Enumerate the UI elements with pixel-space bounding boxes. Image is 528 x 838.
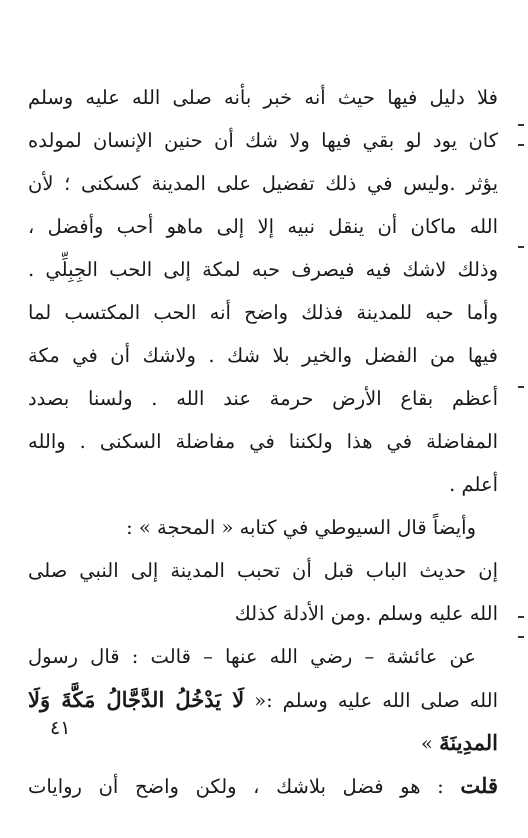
- text-line: فلا دليل فيها حيث أنه خبر بأنه صلى الله عليه وسلم: [28, 86, 498, 109]
- edge-mark: [518, 616, 524, 618]
- text-line: فيها من الفضل والخير بلا شك . ولاشك أن في مكة: [28, 344, 498, 367]
- text-line: يؤثر .وليس في ذلك تفضيل على المدينة كسكنى ؛ لأن: [28, 172, 498, 195]
- hadith-close: »: [421, 732, 433, 755]
- text-line: عن عائشة – رضي الله عنها – قالت : قال رسول: [28, 645, 476, 668]
- text-line: المفاضلة في هذا ولكننا في مفاضلة السكنى . والله: [28, 430, 498, 453]
- hadith-bold-end: المدِينَةَ: [439, 730, 498, 755]
- text-line: وذلك لاشك فيه فيصرف حبه لمكة إلى الحب الجِبِلِّي .: [28, 258, 498, 281]
- hadith-prefix: الله صلى الله عليه وسلم :«: [254, 689, 498, 712]
- text-line: أعلم .: [449, 473, 498, 496]
- text-line: وأيضاً قال السيوطي في كتابه « المحجة » :: [126, 516, 476, 539]
- qultu-rest: : هو فضل بلاشك ، ولكن واضح أن روايات: [28, 775, 444, 798]
- edge-mark: [518, 636, 524, 638]
- text-line: الله ماكان أن ينقل نبيه إلا إلى ماهو أحب وأفضل ،: [28, 215, 498, 238]
- edge-mark: [518, 144, 524, 146]
- page-number: ٤١: [50, 717, 71, 739]
- hadith-line: [28, 678, 498, 721]
- hadith-line-end: [28, 721, 498, 764]
- text-line: الله عليه وسلم .ومن الأدلة كذلك: [234, 602, 498, 625]
- text-line: كان يود لو بقي فيها ولا شك أن حنين الإنسان لمولده: [28, 129, 498, 152]
- qultu-line: [28, 764, 498, 807]
- edge-mark: [518, 124, 524, 126]
- hadith-bold-text: لَا يَدْخُلُ الدَّجَّالُ مَكَّةَ وَلَا: [28, 687, 245, 712]
- qultu-label: قلت: [460, 773, 499, 798]
- body-text: [28, 76, 498, 807]
- text-line: أعظم بقاع الأرض حرمة عند الله . ولسنا بصدد: [28, 387, 498, 410]
- edge-mark: [518, 246, 524, 248]
- text-line: وأما حبه للمدينة فذلك واضح أنه الحب المكتسب لما: [28, 301, 498, 324]
- edge-mark: [518, 386, 524, 388]
- text-line: إن حديث الباب قبل أن تحبب المدينة إلى النبي صلى: [28, 559, 498, 582]
